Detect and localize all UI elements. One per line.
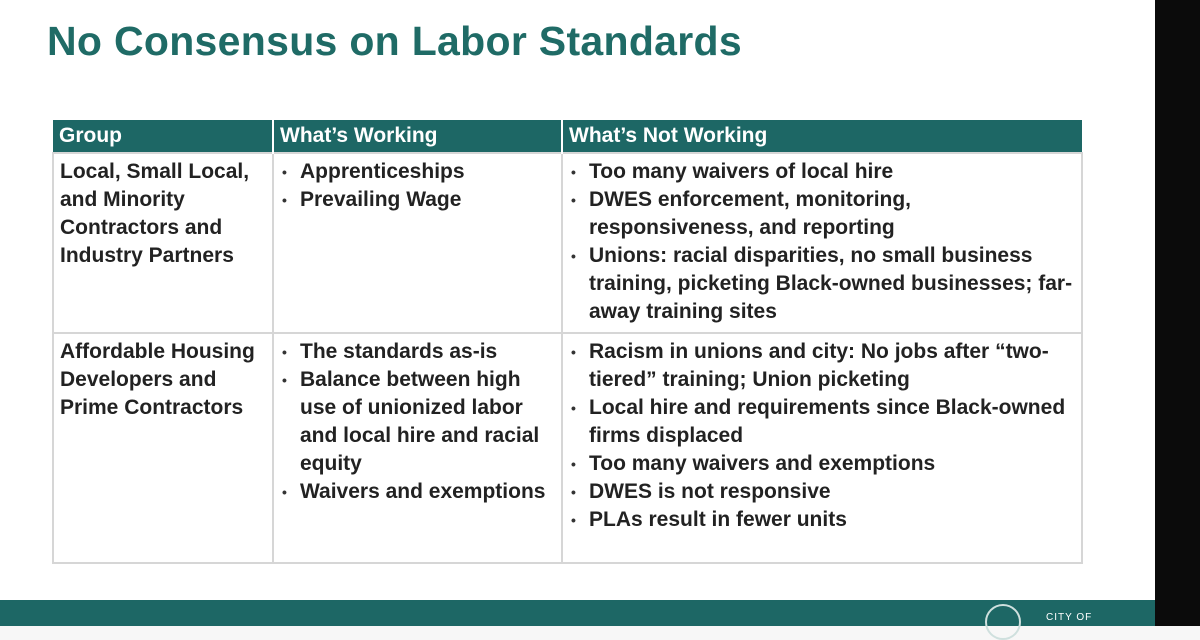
list-item: • Too many waivers and exemptions xyxy=(569,450,1075,478)
group-cell: Local, Small Local, and Minority Contractors and Industry Partners xyxy=(53,153,273,333)
header-group: Group xyxy=(53,120,273,153)
list-item: • PLAs result in fewer units xyxy=(569,506,1075,534)
list-item: • The standards as-is xyxy=(280,338,555,366)
city-seal-icon xyxy=(985,604,1021,640)
not-working-cell xyxy=(562,333,1082,563)
not-working-list xyxy=(569,338,1075,534)
not-working-cell xyxy=(562,153,1082,333)
list-item: • Racism in unions and city: No jobs after “two-tiered” training; Union picketing xyxy=(569,338,1075,394)
slide-title: No Consensus on Labor Standards xyxy=(47,18,742,64)
labor-standards-table xyxy=(52,120,1083,564)
table-row xyxy=(53,153,1082,333)
screen-edge xyxy=(1155,0,1200,626)
list-item: • Apprenticeships xyxy=(280,158,555,186)
footer-bar xyxy=(0,600,1155,626)
working-cell xyxy=(273,333,562,563)
table-row xyxy=(53,333,1082,563)
list-item: • Too many waivers of local hire xyxy=(569,158,1075,186)
list-item: • DWES enforcement, monitoring, responsiveness, and reporting xyxy=(569,186,1075,242)
working-list xyxy=(280,158,555,214)
working-list xyxy=(280,338,555,506)
list-item: • Prevailing Wage xyxy=(280,186,555,214)
city-logo-text: CITY OF xyxy=(1046,612,1093,623)
list-item: • Waivers and exemptions xyxy=(280,478,555,506)
group-cell: Affordable Housing Developers and Prime Contractors xyxy=(53,333,273,563)
table-header-row xyxy=(53,120,1082,153)
working-cell xyxy=(273,153,562,333)
list-item: • Local hire and requirements since Black-owned firms displaced xyxy=(569,394,1075,450)
header-whats-working: What’s Working xyxy=(273,120,562,153)
list-item: • Balance between high use of unionized labor and local hire and racial equity xyxy=(280,366,555,478)
list-item: • DWES is not responsive xyxy=(569,478,1075,506)
list-item: • Unions: racial disparities, no small business training, picketing Black-owned businesses; far-away training sites xyxy=(569,242,1075,326)
not-working-list xyxy=(569,158,1075,326)
header-whats-not-working: What’s Not Working xyxy=(562,120,1082,153)
